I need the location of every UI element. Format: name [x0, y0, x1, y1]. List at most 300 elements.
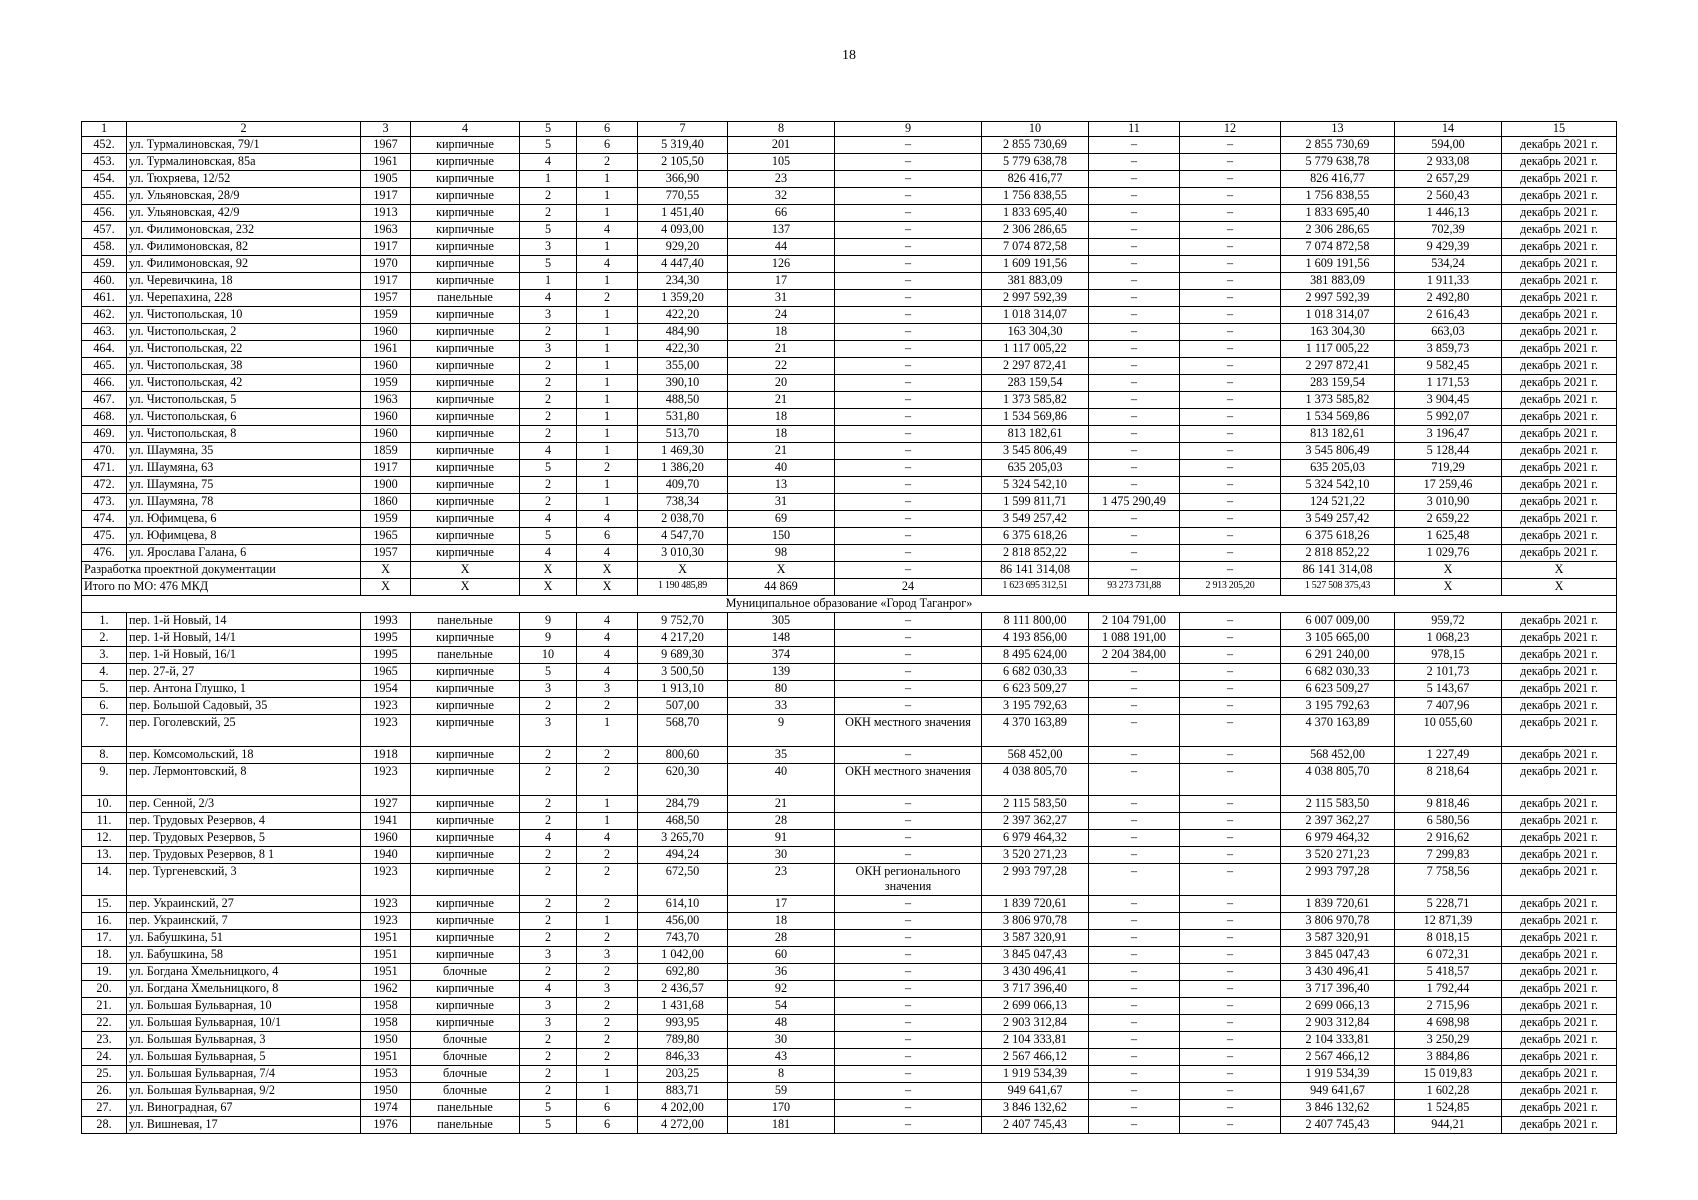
table-row [82, 647, 1617, 664]
table-cell: – [1180, 630, 1281, 647]
table-cell: 24 [835, 579, 982, 596]
table-cell: – [835, 477, 982, 494]
table-cell: 6 979 464,32 [982, 830, 1089, 847]
table-cell: ул. Виноградная, 67 [127, 1100, 361, 1117]
table-cell: 2 916,62 [1395, 830, 1502, 847]
column-number-cell: 6 [577, 122, 638, 137]
table-cell: декабрь 2021 г. [1502, 813, 1617, 830]
table-cell: 28 [728, 930, 835, 947]
table-cell: 2 [520, 1032, 577, 1049]
table-cell: X [411, 562, 520, 579]
table-cell: 305 [728, 613, 835, 630]
table-cell: – [1180, 1032, 1281, 1049]
table-cell: декабрь 2021 г. [1502, 392, 1617, 409]
table-cell: 23 [728, 171, 835, 188]
table-row [82, 1117, 1617, 1134]
table-cell: 1 [577, 239, 638, 256]
table-cell: ул. Богдана Хмельницкого, 8 [127, 981, 361, 998]
table-cell: 1976 [361, 1117, 411, 1134]
table-cell: пер. Гоголевский, 25 [127, 715, 361, 747]
table-cell: – [835, 830, 982, 847]
table-cell: 2 818 852,22 [982, 545, 1089, 562]
table-cell: 124 521,22 [1281, 494, 1395, 511]
table-cell: 6 682 030,33 [1281, 664, 1395, 681]
table-cell: 513,70 [638, 426, 728, 443]
table-cell: 5 779 638,78 [1281, 154, 1395, 171]
table-row [82, 1015, 1617, 1032]
table-cell: 1 451,40 [638, 205, 728, 222]
table-cell: 3 430 496,41 [982, 964, 1089, 981]
table-cell: – [1089, 813, 1180, 830]
table-cell: 1 446,13 [1395, 205, 1502, 222]
table-cell: – [1180, 443, 1281, 460]
table-cell: кирпичные [411, 930, 520, 947]
table-cell: X [411, 579, 520, 596]
table-cell: 1 [577, 205, 638, 222]
table-cell: 18 [728, 324, 835, 341]
table-cell: 8 [728, 1066, 835, 1083]
table-cell: – [835, 664, 982, 681]
table-cell: 1 527 508 375,43 [1281, 579, 1395, 596]
table-cell: пер. 1-й Новый, 16/1 [127, 647, 361, 664]
table-cell: – [1089, 137, 1180, 154]
table-cell: 2 115 583,50 [1281, 796, 1395, 813]
table-cell: 10 055,60 [1395, 715, 1502, 747]
table-cell: – [835, 964, 982, 981]
table-cell: – [1180, 847, 1281, 864]
table-cell: 1 919 534,39 [982, 1066, 1089, 1083]
table-cell: 944,21 [1395, 1117, 1502, 1134]
table-cell: 1960 [361, 426, 411, 443]
table-cell: 234,30 [638, 273, 728, 290]
table-cell: 27. [82, 1100, 127, 1117]
table-cell: – [1089, 864, 1180, 896]
table-cell: – [1089, 981, 1180, 998]
table-cell: 7 299,83 [1395, 847, 1502, 864]
total-label: Итого по МО: 476 МКД [82, 579, 361, 596]
table-cell: 163 304,30 [982, 324, 1089, 341]
table-cell: 475. [82, 528, 127, 545]
table-cell: ул. Чистопольская, 10 [127, 307, 361, 324]
table-cell: 800,60 [638, 747, 728, 764]
table-cell: 1913 [361, 205, 411, 222]
table-cell: – [1180, 392, 1281, 409]
table-cell: 1 088 191,00 [1089, 630, 1180, 647]
table-cell: 1960 [361, 324, 411, 341]
table-cell: 883,71 [638, 1083, 728, 1100]
table-cell: 3 884,86 [1395, 1049, 1502, 1066]
table-row [82, 630, 1617, 647]
table-row [82, 290, 1617, 307]
table-cell: – [1180, 747, 1281, 764]
table-cell: – [1180, 494, 1281, 511]
table-cell: кирпичные [411, 392, 520, 409]
table-cell: 1 117 005,22 [1281, 341, 1395, 358]
table-cell: 568 452,00 [982, 747, 1089, 764]
table-cell: – [835, 1083, 982, 1100]
table-cell: кирпичные [411, 796, 520, 813]
table-row [82, 511, 1617, 528]
table-cell: 1993 [361, 613, 411, 630]
table-cell: – [1180, 647, 1281, 664]
table-cell: 4 370 163,89 [1281, 715, 1395, 747]
table-cell: – [1089, 715, 1180, 747]
table-cell: 4 370 163,89 [982, 715, 1089, 747]
table-cell: – [1180, 715, 1281, 747]
table-cell: кирпичные [411, 511, 520, 528]
table-cell: 462. [82, 307, 127, 324]
table-cell: 4 [577, 222, 638, 239]
table-cell: 3 545 806,49 [1281, 443, 1395, 460]
table-cell: 3 196,47 [1395, 426, 1502, 443]
table-cell: 1995 [361, 647, 411, 664]
table-cell: 4 [520, 545, 577, 562]
table-cell: 20 [728, 375, 835, 392]
table-cell: – [1180, 171, 1281, 188]
table-cell: декабрь 2021 г. [1502, 511, 1617, 528]
table-cell: – [835, 981, 982, 998]
table-cell: – [1180, 307, 1281, 324]
table-cell: 1960 [361, 830, 411, 847]
table-cell: 15 019,83 [1395, 1066, 1502, 1083]
table-cell: декабрь 2021 г. [1502, 1032, 1617, 1049]
column-number-cell: 11 [1089, 122, 1180, 137]
table-cell: 614,10 [638, 896, 728, 913]
table-cell: кирпичные [411, 443, 520, 460]
table-cell: 80 [728, 681, 835, 698]
table-cell: ОКН местного значения [835, 764, 982, 796]
table-cell: 846,33 [638, 1049, 728, 1066]
table-cell: 2 306 286,65 [982, 222, 1089, 239]
table-cell: 1 171,53 [1395, 375, 1502, 392]
table-cell: декабрь 2021 г. [1502, 796, 1617, 813]
table-cell: 457. [82, 222, 127, 239]
table-cell: 2 699 066,13 [982, 998, 1089, 1015]
table-cell: 1 625,48 [1395, 528, 1502, 545]
table-cell: 17. [82, 930, 127, 947]
table-cell: 1. [82, 613, 127, 630]
table-cell: 534,24 [1395, 256, 1502, 273]
table-cell: пер. Комсомольский, 18 [127, 747, 361, 764]
register-body [82, 122, 1617, 1134]
table-cell: 31 [728, 494, 835, 511]
table-cell: 1 029,76 [1395, 545, 1502, 562]
table-cell: кирпичные [411, 137, 520, 154]
table-cell: 9 582,45 [1395, 358, 1502, 375]
table-cell: 2 [520, 698, 577, 715]
table-cell: 826 416,77 [1281, 171, 1395, 188]
table-cell: 2 [577, 847, 638, 864]
table-cell: 568,70 [638, 715, 728, 747]
table-cell: – [1089, 239, 1180, 256]
table-cell: – [1089, 896, 1180, 913]
table-cell: 1957 [361, 290, 411, 307]
table-cell: 2 297 872,41 [1281, 358, 1395, 375]
table-cell: 59 [728, 1083, 835, 1100]
table-cell: – [1180, 1049, 1281, 1066]
table-cell: 2 [520, 324, 577, 341]
table-cell: – [835, 171, 982, 188]
table-cell: ОКН местного значения [835, 715, 982, 747]
table-cell: – [1180, 324, 1281, 341]
table-cell: 4 [577, 830, 638, 847]
table-cell: 2. [82, 630, 127, 647]
table-cell: кирпичные [411, 477, 520, 494]
table-row [82, 715, 1617, 747]
page-number: 18 [842, 48, 856, 63]
table-cell: пер. Трудовых Резервов, 4 [127, 813, 361, 830]
table-cell: – [1180, 681, 1281, 698]
table-cell: 1900 [361, 477, 411, 494]
table-cell: ул. Чистопольская, 5 [127, 392, 361, 409]
table-cell: – [1089, 256, 1180, 273]
table-cell: – [1089, 998, 1180, 1015]
table-cell: – [1089, 1117, 1180, 1134]
table-cell: 2 657,29 [1395, 171, 1502, 188]
table-cell: 5 779 638,78 [982, 154, 1089, 171]
table-cell: 465. [82, 358, 127, 375]
table-cell: 1 609 191,56 [982, 256, 1089, 273]
table-cell: 6 580,56 [1395, 813, 1502, 830]
table-cell: 9 [728, 715, 835, 747]
table-cell: 2 818 852,22 [1281, 545, 1395, 562]
table-cell: 1 117 005,22 [982, 341, 1089, 358]
table-row [82, 154, 1617, 171]
table-cell: кирпичные [411, 409, 520, 426]
table-cell: 1 839 720,61 [1281, 896, 1395, 913]
table-cell: 6 623 509,27 [982, 681, 1089, 698]
table-cell: – [835, 930, 982, 947]
table-cell: – [1089, 1032, 1180, 1049]
table-cell: 692,80 [638, 964, 728, 981]
table-cell: – [1180, 562, 1281, 579]
table-cell: 21 [728, 443, 835, 460]
table-cell: блочные [411, 1049, 520, 1066]
table-cell: 6 [577, 1100, 638, 1117]
table-cell: кирпичные [411, 375, 520, 392]
table-cell: декабрь 2021 г. [1502, 1049, 1617, 1066]
table-cell: ул. Большая Бульварная, 10/1 [127, 1015, 361, 1032]
table-cell: декабрь 2021 г. [1502, 947, 1617, 964]
table-cell: декабрь 2021 г. [1502, 205, 1617, 222]
table-cell: 422,30 [638, 341, 728, 358]
table-cell: 3 [520, 1015, 577, 1032]
table-cell: 4 447,40 [638, 256, 728, 273]
table-cell: 2 [577, 290, 638, 307]
table-row [82, 698, 1617, 715]
table-cell: 1 227,49 [1395, 747, 1502, 764]
table-cell: – [835, 375, 982, 392]
table-cell: 1 919 534,39 [1281, 1066, 1395, 1083]
table-cell: – [1089, 764, 1180, 796]
table-cell: – [1089, 341, 1180, 358]
table-cell: 1923 [361, 715, 411, 747]
column-number-cell: 14 [1395, 122, 1502, 137]
table-cell: кирпичные [411, 715, 520, 747]
table-cell: 1 [577, 813, 638, 830]
table-cell: 1 042,00 [638, 947, 728, 964]
table-cell: 6 007 009,00 [1281, 613, 1395, 630]
table-cell: декабрь 2021 г. [1502, 409, 1617, 426]
table-cell: 2 [520, 426, 577, 443]
table-cell: 4 [520, 290, 577, 307]
table-cell: 3 [520, 239, 577, 256]
table-cell: – [1089, 154, 1180, 171]
table-cell: 21. [82, 998, 127, 1015]
table-cell: 2 [520, 188, 577, 205]
table-cell: 472. [82, 477, 127, 494]
table-cell: 8 495 624,00 [982, 647, 1089, 664]
table-cell: 1 [577, 375, 638, 392]
table-cell: 1923 [361, 913, 411, 930]
table-cell: 9. [82, 764, 127, 796]
table-cell: – [1180, 341, 1281, 358]
table-cell: декабрь 2021 г. [1502, 426, 1617, 443]
table-cell: 3 845 047,43 [982, 947, 1089, 964]
table-cell: пер. Украинский, 7 [127, 913, 361, 930]
table-cell: – [1089, 1049, 1180, 1066]
table-cell: кирпичные [411, 1015, 520, 1032]
table-cell: 813 182,61 [982, 426, 1089, 443]
table-cell: – [1089, 409, 1180, 426]
table-cell: декабрь 2021 г. [1502, 1117, 1617, 1134]
table-cell: – [1180, 205, 1281, 222]
table-cell: 5 [520, 137, 577, 154]
table-cell: декабрь 2021 г. [1502, 613, 1617, 630]
table-cell: – [1089, 830, 1180, 847]
table-cell: – [1180, 1066, 1281, 1083]
table-cell: 1917 [361, 188, 411, 205]
table-cell: 23. [82, 1032, 127, 1049]
table-row [82, 1066, 1617, 1083]
table-cell: 2 [577, 1032, 638, 1049]
table-cell: 2 115 583,50 [982, 796, 1089, 813]
table-cell: 488,50 [638, 392, 728, 409]
table-cell: 2 [520, 930, 577, 947]
table-cell: 31 [728, 290, 835, 307]
table-cell: 1918 [361, 747, 411, 764]
table-cell: 2 997 592,39 [982, 290, 1089, 307]
table-cell: кирпичные [411, 681, 520, 698]
table-row [82, 1032, 1617, 1049]
table-cell: 456,00 [638, 913, 728, 930]
table-cell: 455. [82, 188, 127, 205]
table-cell: 672,50 [638, 864, 728, 896]
table-cell: 1961 [361, 341, 411, 358]
table-cell: 93 273 731,88 [1089, 579, 1180, 596]
table-cell: – [1089, 392, 1180, 409]
table-cell: пер. 1-й Новый, 14/1 [127, 630, 361, 647]
table-cell: 2 [520, 847, 577, 864]
table-cell: 91 [728, 830, 835, 847]
table-cell: 30 [728, 1032, 835, 1049]
table-cell: ул. Ярослава Галана, 6 [127, 545, 361, 562]
table-cell: – [835, 307, 982, 324]
table-cell: 3 904,45 [1395, 392, 1502, 409]
table-cell: кирпичные [411, 747, 520, 764]
table-cell: 454. [82, 171, 127, 188]
table-cell: – [835, 511, 982, 528]
table-cell: 409,70 [638, 477, 728, 494]
table-cell: декабрь 2021 г. [1502, 307, 1617, 324]
table-cell: 3 265,70 [638, 830, 728, 847]
table-cell: 13 [728, 477, 835, 494]
table-cell: 40 [728, 764, 835, 796]
table-cell: блочные [411, 964, 520, 981]
table-cell: 476. [82, 545, 127, 562]
table-row [82, 222, 1617, 239]
table-cell: – [1180, 290, 1281, 307]
table-cell: 1951 [361, 964, 411, 981]
table-cell: 5 319,40 [638, 137, 728, 154]
table-cell: 2 [520, 392, 577, 409]
table-cell: 1963 [361, 222, 411, 239]
table-cell: 1974 [361, 1100, 411, 1117]
table-cell: 5 [520, 222, 577, 239]
table-cell: 44 [728, 239, 835, 256]
table-cell: – [835, 747, 982, 764]
table-cell: – [835, 290, 982, 307]
table-cell: 3 500,50 [638, 664, 728, 681]
table-cell: – [835, 494, 982, 511]
table-cell: 1951 [361, 947, 411, 964]
table-cell: – [1180, 1117, 1281, 1134]
table-cell: 3 010,90 [1395, 494, 1502, 511]
table-cell: 2 104 333,81 [1281, 1032, 1395, 1049]
table-cell: 1 373 585,82 [982, 392, 1089, 409]
table-cell: 4 [577, 630, 638, 647]
table-cell: 1 [577, 796, 638, 813]
table-cell: 26. [82, 1083, 127, 1100]
table-cell: 3 549 257,42 [1281, 511, 1395, 528]
table-row [82, 864, 1617, 896]
table-cell: 4 217,20 [638, 630, 728, 647]
table-cell: декабрь 2021 г. [1502, 171, 1617, 188]
table-cell: 1 [520, 171, 577, 188]
table-cell: 3 [520, 998, 577, 1015]
table-cell: ул. Большая Бульварная, 9/2 [127, 1083, 361, 1100]
table-cell: 531,80 [638, 409, 728, 426]
table-cell: ОКН регионального значения [835, 864, 982, 896]
table-cell: 6 [577, 528, 638, 545]
table-cell: – [1180, 256, 1281, 273]
table-cell: 4 [577, 647, 638, 664]
table-cell: ул. Чистопольская, 38 [127, 358, 361, 375]
table-cell: 5 [520, 1100, 577, 1117]
table-row [82, 307, 1617, 324]
table-cell: 2 407 745,43 [982, 1117, 1089, 1134]
table-cell: декабрь 2021 г. [1502, 545, 1617, 562]
table-cell: – [835, 273, 982, 290]
table-row [82, 324, 1617, 341]
register-table [81, 121, 1617, 1134]
table-cell: 4 [520, 981, 577, 998]
table-cell: ул. Филимоновская, 82 [127, 239, 361, 256]
table-row [82, 1100, 1617, 1117]
table-cell: кирпичные [411, 426, 520, 443]
table-cell: пер. Трудовых Резервов, 5 [127, 830, 361, 847]
table-cell: 1905 [361, 171, 411, 188]
table-cell: – [835, 341, 982, 358]
table-cell: – [1180, 813, 1281, 830]
table-cell: кирпичные [411, 188, 520, 205]
table-cell: кирпичные [411, 222, 520, 239]
table-cell: 21 [728, 796, 835, 813]
table-cell: 1995 [361, 630, 411, 647]
table-cell: 6 375 618,26 [982, 528, 1089, 545]
table-cell: 2 [577, 964, 638, 981]
column-number-cell: 9 [835, 122, 982, 137]
